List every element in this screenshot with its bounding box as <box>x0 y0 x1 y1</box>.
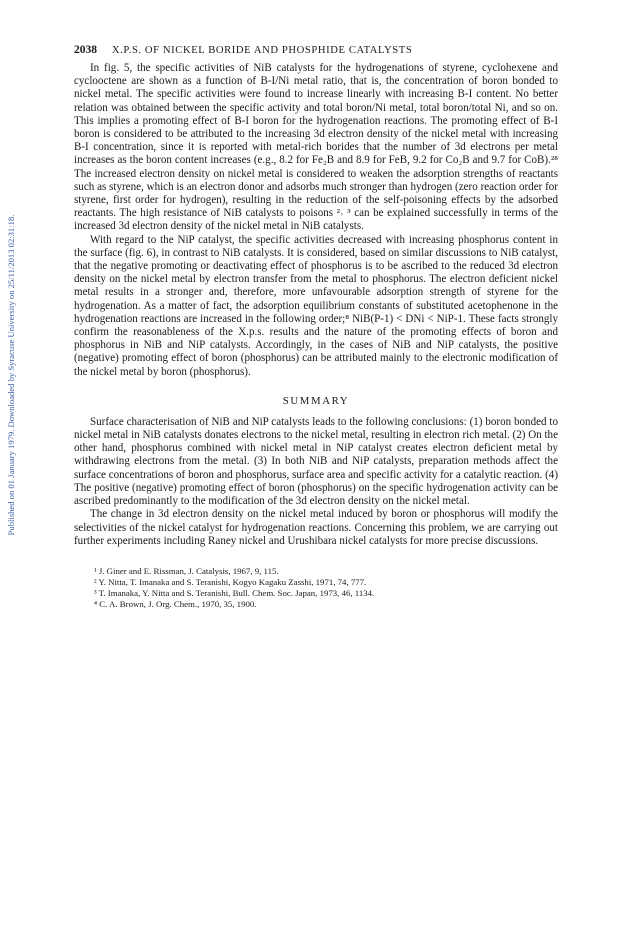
references-list <box>74 566 558 610</box>
summary-paragraph-1: Surface characterisation of NiB and NiP catalysts leads to the following conclusions: (1) boron bonded to nickel metal in NiB catalysts donates electrons to the nickel metal, resulting in electron rich metal. (2) On the other hand, phosphorus combined with nickel metal in NiP catalyst creates electron deficient metal by withdrawing electrons from the metal. (3) In both NiB and NiP catalysts, preparation methods affect the surface concentrations of boron and phosphorus, surface area and specific activity for a catalytic reaction. (4) The positive (negative) promoting effect of boron (phosphorus) on the specific hydrogenation activity can be ascribed predominantly to the modification of the 3d electron density on the nickel metal. <box>74 415 558 508</box>
running-header <box>74 44 558 62</box>
download-notice-sidebar <box>4 170 18 580</box>
reference-item: ⁴ C. A. Brown, J. Org. Chem., 1970, 35, 1900. <box>94 598 257 609</box>
summary-paragraph-2: The change in 3d electron density on the nickel metal induced by boron or phosphorus will modify the selectivities of the nickel catalyst for hydrogenation reactions. Concerning this problem, we are carrying out further experiments including Raney nickel and Urushibara nickel catalysts for more precise discussions. <box>74 508 558 547</box>
body-paragraph-2: With regard to the NiP catalyst, the specific activities decreased with increasing phosphorus content in the surface (fig. 6), in contrast to NiB catalysts. It is considered, based on similar discussions to NiB catalyst, that the negative promoting or deactivating effect of phosphorus is to be ascribed to the reduced 3d electron density on the nickel metal by electron transfer from the metal to phosphorus. The electron deficient nickel metal results in a stronger and, therefore, more unfavourable adsorption strength of styrene for the hydrogenation. As a matter of fact, the adsorption equilibrium constants of substituted acetophenone in the hydrogenation reactions are increased in the following order;⁸ NiB(P-1) < DNi < NiP-1. These facts strongly confirm the reasonableness of the X.p.s. results and the nature of the promoting effects of boron and phosphorus in NiB and NiP catalysts. Accordingly, in the cases of NiB and NiP catalysts, the positive (negative) promoting effect of boron (phosphorus) can be attributed mainly to the electronic modification of the nickel metal by boron (phosphorus). <box>74 233 558 378</box>
page-number: 2038 <box>74 44 97 56</box>
reference-item: ² Y. Nitta, T. Imanaka and S. Teranishi, Kogyo Kagaku Zasshi, 1971, 74, 777. <box>94 576 367 587</box>
summary-heading: SUMMARY <box>282 394 350 407</box>
paper-page <box>74 44 558 610</box>
download-notice-text: Published on 01 January 1979. Downloaded by Syracuse University on 25/11/2013 02:31:18. <box>6 214 16 536</box>
running-title: X.P.S. OF NICKEL BORIDE AND PHOSPHIDE CATALYSTS <box>111 45 413 56</box>
reference-item: ³ T. Imanaka, Y. Nitta and S. Teranishi, Bull. Chem. Soc. Japan, 1973, 46, 1134. <box>94 587 375 598</box>
body-paragraph-1: In fig. 5, the specific activities of NiB catalysts for the hydrogenations of styrene, cyclohexene and cyclooctene are shown as a function of B-I/Ni metal ratio, that is, the concentration of boron bonded to nickel metal. The specific activities were found to increase linearly with increasing B-I content. No better relation was obtained between the specific activity and total boron/Ni metal, total boron/total Ni, and so on. This implies a promoting effect of B-I boron for the hydrogenation reactions. The promoting effect of B-I boron is considered to be attributed to the increasing 3d electron density of the nickel metal with increasing B-I concentration, since it is reported with metal-rich borides that the number of 3d electrons per metal increases as the boron content increases (e.g., 8.2 for Fe₂B and 8.9 for FeB, 9.2 for Co₂B and 9.7 for CoB).²⁸ The increased electron density on nickel metal is considered to weaken the adsorption strengths of reactants such as styrene, which is an electron donor and adsorbs much stronger than hydrogen (zero reaction order for styrene, first order for hydrogen), resulting in the reduction of the self-poisoning effects by the adsorbed reactants. The high resistance of NiB catalysts to poisons ²˒ ³ can be explained successfully in terms of the increased 3d electron density of the nickel metal in NiB catalysts. <box>74 62 558 233</box>
reference-item: ¹ J. Giner and E. Rissman, J. Catalysis, 1967, 9, 115. <box>94 565 279 576</box>
